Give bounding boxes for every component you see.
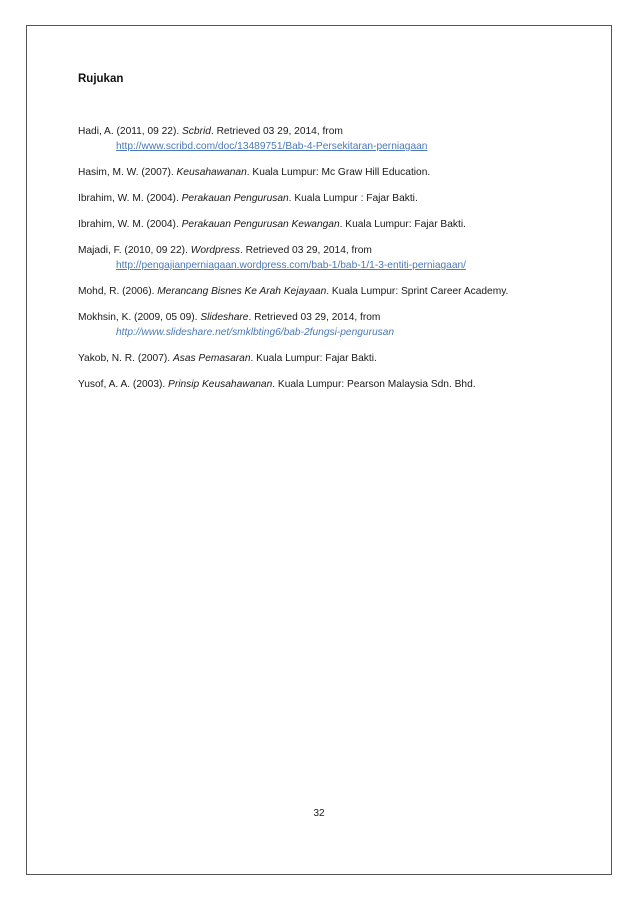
reference-item-yakob (78, 351, 578, 366)
reference-item-ibrahim-2 (78, 217, 578, 232)
reference-details: . Kuala Lumpur: Pearson Malaysia Sdn. Bhd. (272, 379, 476, 390)
reference-author: Yusof, A. A. (2003). (78, 379, 169, 390)
reference-link[interactable]: http://pengajianperniagaan.wordpress.com/bab-1/bab-1/1-3-entiti-perniagaan/ (116, 260, 466, 271)
reference-item-mohd (78, 284, 578, 299)
reference-details: . Kuala Lumpur : Fajar Bakti. (288, 193, 418, 204)
reference-item-ibrahim-1 (78, 191, 578, 206)
reference-item-mokhsin (78, 310, 578, 340)
reference-details: . Kuala Lumpur: Fajar Bakti. (250, 353, 377, 364)
reference-title: Perakauan Pengurusan Kewangan (181, 219, 340, 230)
reference-title: Scbrid (182, 126, 211, 137)
reference-author: Ibrahim, W. M. (2004). (78, 219, 182, 230)
page-number: 32 (313, 808, 325, 819)
reference-list (78, 124, 578, 403)
reference-title: Slideshare (200, 312, 249, 323)
reference-title: Perakauan Pengurusan (181, 193, 289, 204)
reference-title: Keusahawanan (176, 167, 247, 178)
reference-author: Mohd, R. (2006). (78, 286, 158, 297)
reference-author: Yakob, N. R. (2007). (78, 353, 173, 364)
reference-details: . Kuala Lumpur: Sprint Career Academy. (326, 286, 509, 297)
reference-title: Merancang Bisnes Ke Arah Kejayaan (157, 286, 327, 297)
reference-details: . Kuala Lumpur: Mc Graw Hill Education. (246, 167, 431, 178)
reference-title: Wordpress (190, 245, 240, 256)
reference-item-hadi (78, 124, 578, 154)
reference-link[interactable]: http://www.scribd.com/doc/13489751/Bab-4-Persekitaran-perniagaan (116, 141, 428, 152)
reference-author: Majadi, F. (2010, 09 22). (78, 245, 191, 256)
reference-item-hasim (78, 165, 578, 180)
reference-author: Hadi, A. (2011, 09 22). (78, 126, 183, 137)
reference-details: . Retrieved 03 29, 2014, from (248, 312, 381, 323)
reference-author: Mokhsin, K. (2009, 05 09). (78, 312, 201, 323)
reference-author: Ibrahim, W. M. (2004). (78, 193, 182, 204)
reference-item-majadi (78, 243, 578, 273)
page-heading: Rujukan (78, 73, 124, 85)
reference-details: . Retrieved 03 29, 2014, from (239, 245, 372, 256)
reference-link[interactable]: http://www.slideshare.net/smklbting6/bab-2fungsi-pengurusan (116, 327, 395, 338)
reference-item-yusof (78, 377, 578, 392)
reference-title: Prinsip Keusahawanan (168, 379, 273, 390)
reference-details: . Retrieved 03 29, 2014, from (210, 126, 343, 137)
reference-author: Hasim, M. W. (2007). (78, 167, 177, 178)
reference-title: Asas Pemasaran (172, 353, 251, 364)
reference-details: . Kuala Lumpur: Fajar Bakti. (339, 219, 466, 230)
